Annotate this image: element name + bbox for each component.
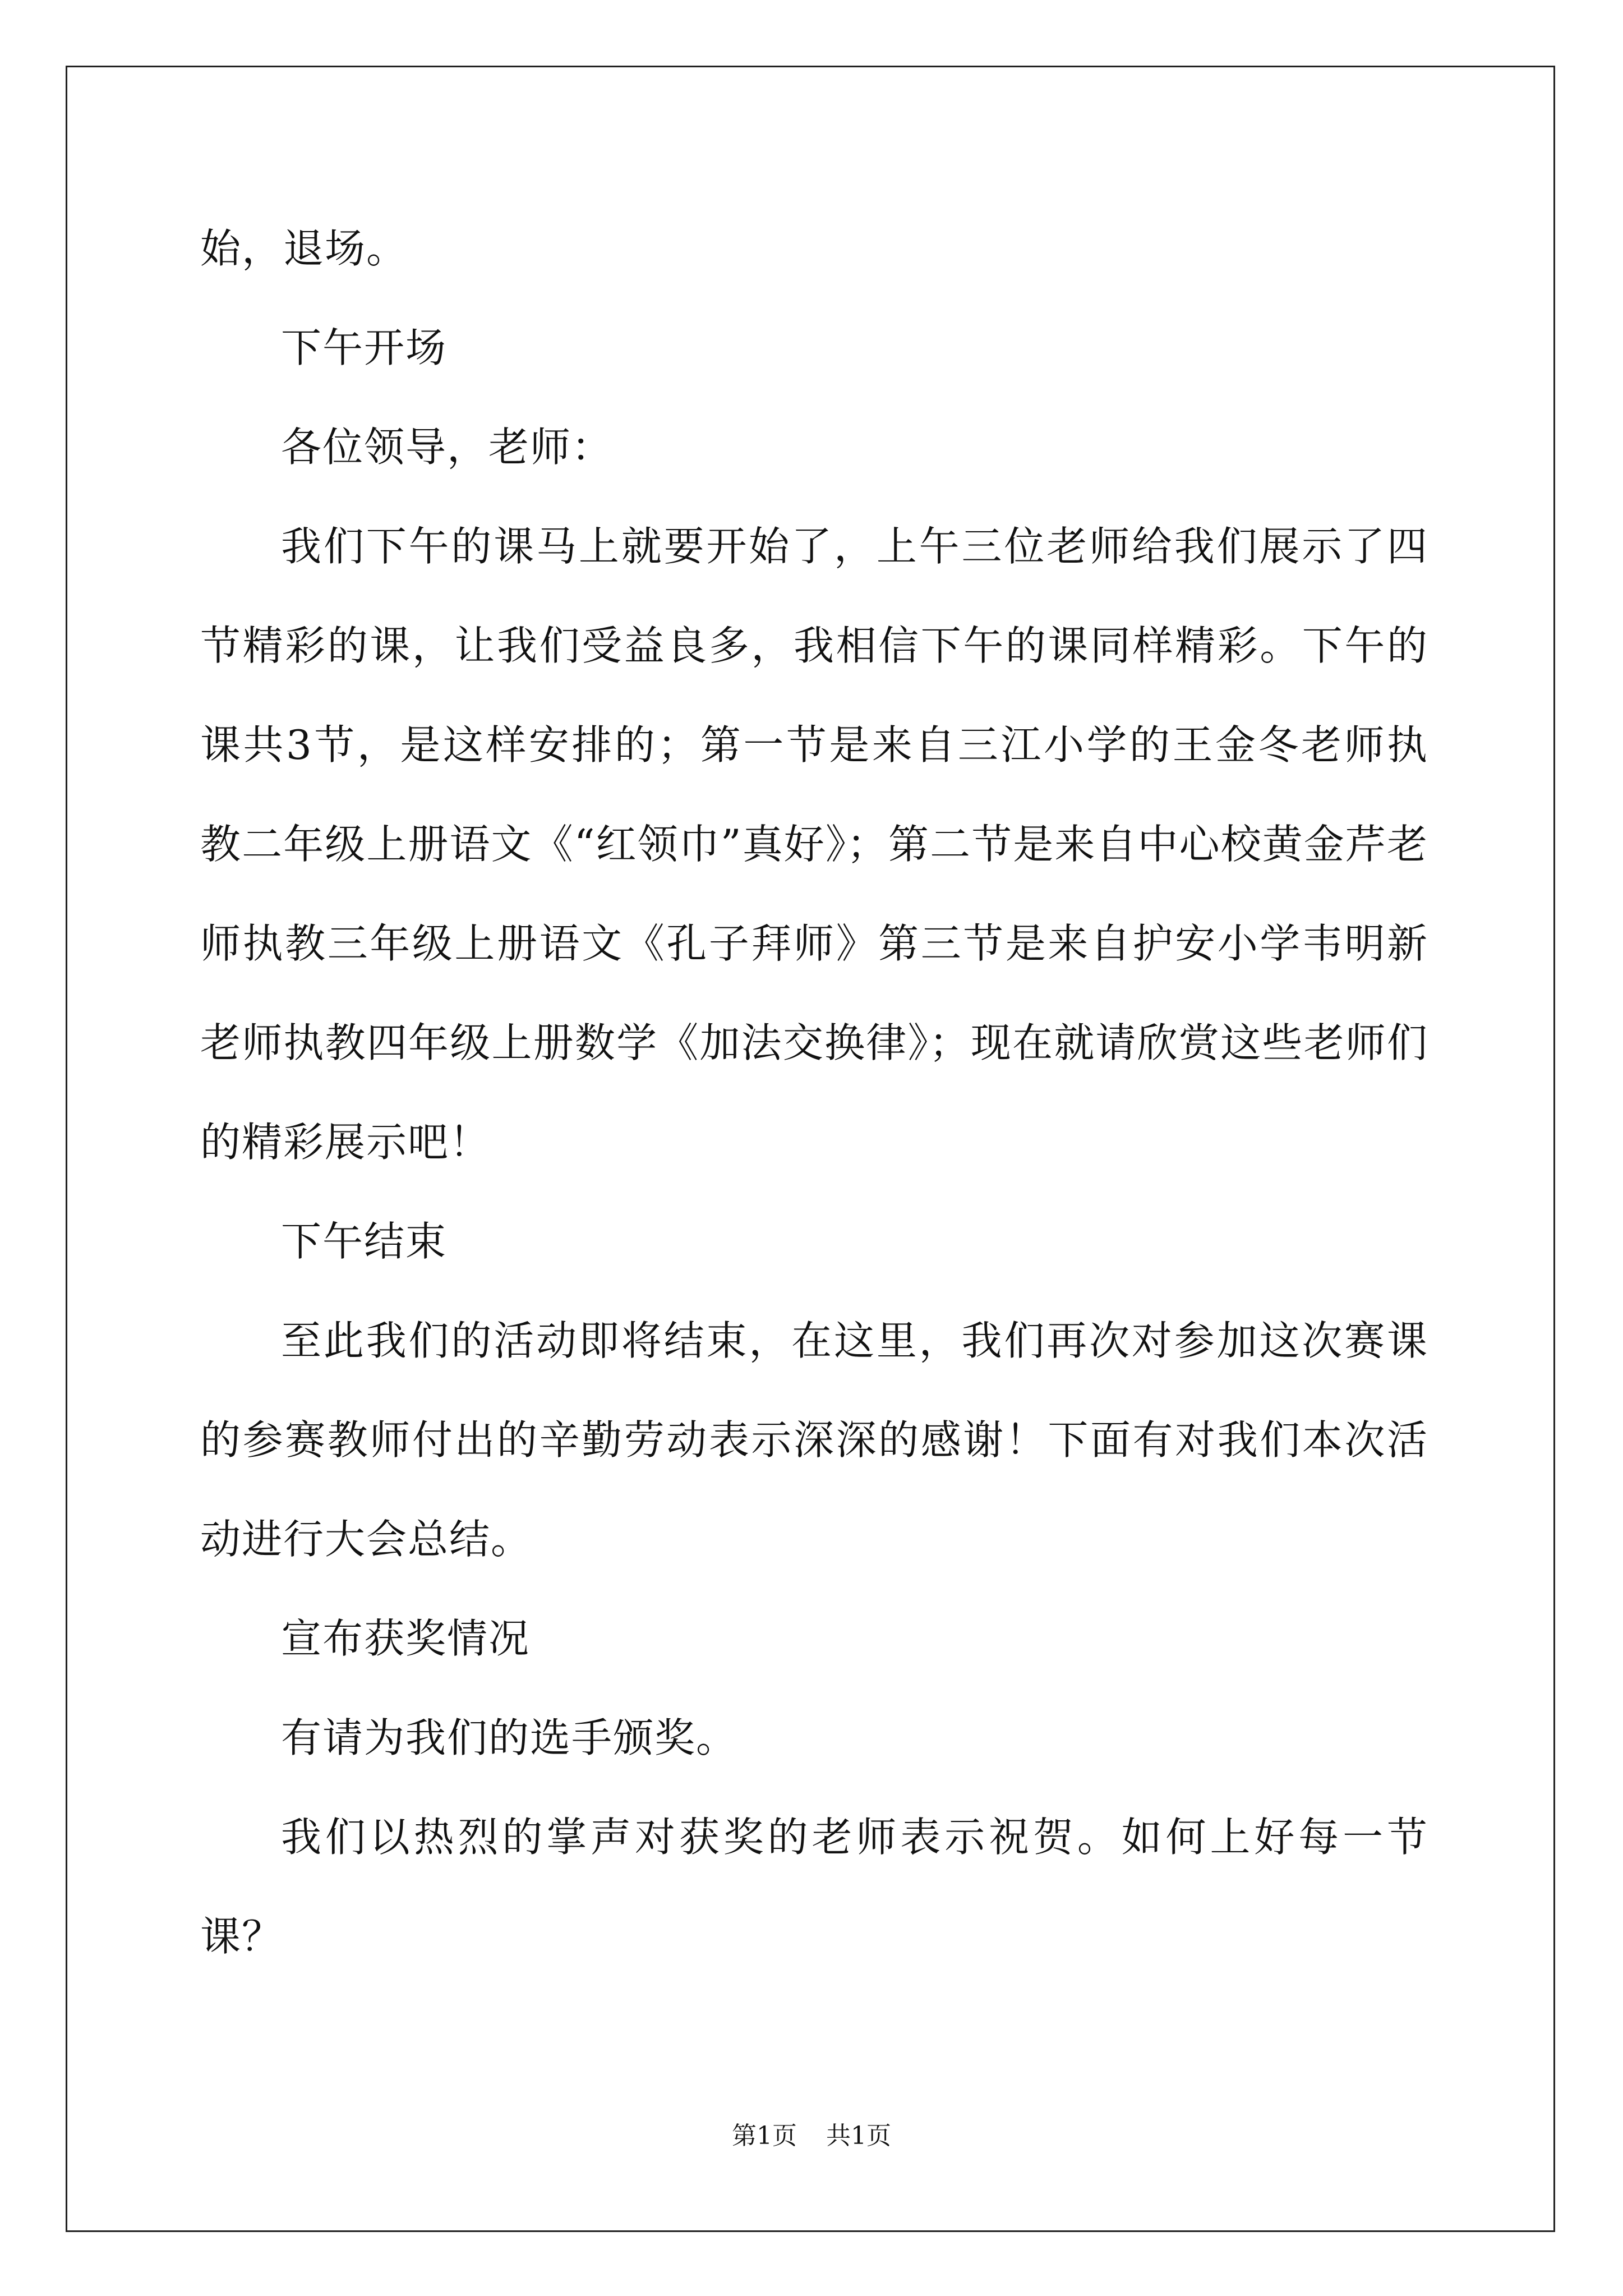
section-heading-afternoon-closing: 下午结束 — [281, 1218, 448, 1265]
paragraph-congratulations: 我们以热烈的掌声对获奖的老师表示祝贺。如何上好每一节课？ — [200, 1814, 1428, 1960]
paragraph-closing-thanks: 至此我们的活动即将结束，在这里，我们再次对参加这次赛课的参赛教师付出的辛勤劳动表示深深的感谢！下面有对我们本次活动进行大会总结。 — [200, 1317, 1428, 1563]
page-footer — [0, 2119, 1623, 2153]
document-body — [200, 199, 1428, 1986]
paragraph-award-presentation: 有请为我们的选手颁奖。 — [281, 1714, 738, 1761]
paragraph-afternoon-schedule: 我们下午的课马上就要开始了，上午三位老师给我们展示了四节精彩的课，让我们受益良多，我相信下午的课同样精彩。下午的课共3节，是这样安排的；第一节是来自三江小学的王金冬老师执教二年级上册语文《“红领巾”真好》；第二节是来自中心校黄金芹老师执教三年级上册语文《孔子拜师》第三节是来自护安小学韦明新老师执教四年级上册数学《加法交换律》；现在就请欣赏这些老师们的精彩展示吧！ — [200, 523, 1428, 1166]
salutation: 各位领导，老师： — [281, 424, 614, 471]
paragraph-continuation: 始，退场。 — [200, 225, 408, 272]
section-heading-afternoon-opening: 下午开场 — [281, 324, 448, 371]
page-total: 共1页 — [826, 2122, 891, 2150]
section-heading-awards: 宣布获奖情况 — [281, 1615, 531, 1662]
page-number: 第1页 — [732, 2122, 797, 2150]
